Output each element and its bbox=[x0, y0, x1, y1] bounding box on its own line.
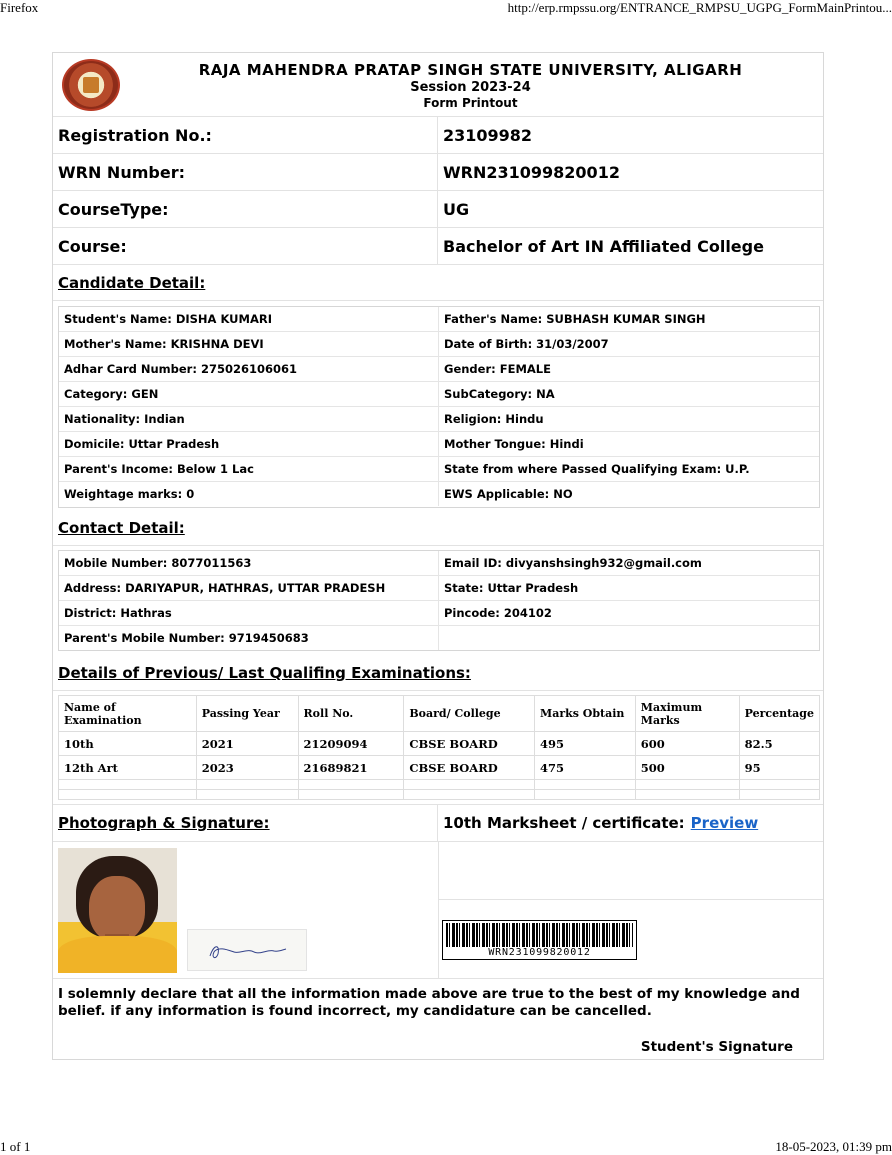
board-college: CBSE BOARD bbox=[404, 732, 535, 756]
qualifying-exam-state: State from where Passed Qualifying Exam: U.P. bbox=[444, 462, 750, 476]
barcode-text: WRN231099820012 bbox=[488, 947, 591, 958]
table-row bbox=[59, 357, 819, 382]
exam-detail-title: Details of Previous/ Last Qualifing Examinations: bbox=[58, 664, 471, 682]
col-name-of-examination: Name of Examination bbox=[59, 696, 197, 732]
roll-no: 21689821 bbox=[298, 756, 404, 780]
religion: Religion: Hindu bbox=[444, 412, 544, 426]
wrn-row bbox=[53, 154, 823, 191]
parent-mobile-number: Parent's Mobile Number: 9719450683 bbox=[59, 626, 439, 650]
marks-obtain: 495 bbox=[535, 732, 636, 756]
exam-name: 12th Art bbox=[59, 756, 197, 780]
print-header-browser: Firefox bbox=[0, 0, 39, 15]
passing-year: 2021 bbox=[196, 732, 298, 756]
col-roll-no: Roll No. bbox=[298, 696, 404, 732]
photo-signature-title: Photograph & Signature: bbox=[53, 805, 438, 841]
table-row bbox=[59, 432, 819, 457]
candidate-photo bbox=[58, 848, 177, 973]
table-header-row bbox=[59, 696, 820, 732]
media-divider bbox=[438, 842, 439, 979]
passing-year: 2023 bbox=[196, 756, 298, 780]
table-row-empty bbox=[59, 780, 820, 790]
media-divider-h bbox=[439, 899, 823, 900]
subcategory: SubCategory: NA bbox=[444, 387, 555, 401]
domicile: Domicile: Uttar Pradesh bbox=[59, 432, 439, 456]
pincode: Pincode: 204102 bbox=[444, 606, 552, 620]
ews-applicable: EWS Applicable: NO bbox=[444, 487, 573, 501]
table-row bbox=[59, 457, 819, 482]
university-name: RAJA MAHENDRA PRATAP SINGH STATE UNIVERSITY, ALIGARH bbox=[198, 61, 743, 79]
table-row bbox=[59, 756, 820, 780]
marks-obtain: 475 bbox=[535, 756, 636, 780]
table-row-empty bbox=[59, 790, 820, 800]
table-row bbox=[59, 382, 819, 407]
district: District: Hathras bbox=[59, 601, 439, 625]
university-header bbox=[53, 53, 823, 117]
marksheet-row bbox=[438, 805, 823, 841]
col-marks-obtain: Marks Obtain bbox=[535, 696, 636, 732]
mother-tongue: Mother Tongue: Hindi bbox=[444, 437, 584, 451]
media-title-row bbox=[53, 804, 823, 842]
address: Address: DARIYAPUR, HATHRAS, UTTAR PRADESH bbox=[59, 576, 439, 600]
declaration-text: I solemnly declare that all the information made above are true to the best of my knowledge and belief. if any information is found incorrect, my candidature can be cancelled. bbox=[58, 986, 800, 1019]
print-footer-page: 1 of 1 bbox=[0, 1139, 31, 1154]
coursetype-label: CourseType: bbox=[53, 191, 438, 227]
percentage: 82.5 bbox=[739, 732, 819, 756]
course-value: Bachelor of Art IN Affiliated College bbox=[443, 236, 764, 256]
course-label: Course: bbox=[53, 228, 438, 264]
marksheet-label: 10th Marksheet / certificate: bbox=[443, 814, 685, 832]
board-college: CBSE BOARD bbox=[404, 756, 535, 780]
col-maximum-marks: Maximum Marks bbox=[635, 696, 739, 732]
mother-name: Mother's Name: KRISHNA DEVI bbox=[59, 332, 439, 356]
table-row bbox=[59, 307, 819, 332]
candidate-detail-table bbox=[58, 306, 820, 508]
table-row bbox=[59, 601, 819, 626]
coursetype-value: UG bbox=[443, 199, 470, 219]
wrn-value: WRN231099820012 bbox=[443, 162, 620, 182]
empty-cell bbox=[439, 626, 819, 650]
registration-label: Registration No.: bbox=[53, 117, 438, 153]
maximum-marks: 600 bbox=[635, 732, 739, 756]
table-row bbox=[59, 332, 819, 357]
table-row bbox=[59, 576, 819, 601]
session-label: Session 2023-24 bbox=[410, 80, 531, 95]
col-board-college: Board/ College bbox=[404, 696, 535, 732]
preview-link[interactable]: Preview bbox=[690, 814, 759, 832]
print-header-url: http://erp.rmpssu.org/ENTRANCE_RMPSU_UGPG_FormMainPrintou... bbox=[507, 0, 892, 15]
table-row bbox=[59, 407, 819, 432]
mobile-number: Mobile Number: 8077011563 bbox=[59, 551, 439, 575]
date-of-birth: Date of Birth: 31/03/2007 bbox=[444, 337, 609, 351]
nationality: Nationality: Indian bbox=[59, 407, 439, 431]
table-row bbox=[59, 626, 819, 651]
wrn-label: WRN Number: bbox=[53, 154, 438, 190]
exam-name: 10th bbox=[59, 732, 197, 756]
email-id: Email ID: divyanshsingh932@gmail.com bbox=[444, 556, 702, 570]
contact-detail-title: Contact Detail: bbox=[58, 519, 185, 537]
roll-no: 21209094 bbox=[298, 732, 404, 756]
col-percentage: Percentage bbox=[739, 696, 819, 732]
exam-table bbox=[58, 695, 820, 800]
weightage-marks: Weightage marks: 0 bbox=[59, 482, 439, 506]
declaration-divider bbox=[53, 978, 823, 979]
student-name: Student's Name: DISHA KUMARI bbox=[59, 307, 439, 331]
coursetype-row bbox=[53, 191, 823, 228]
col-passing-year: Passing Year bbox=[196, 696, 298, 732]
student-signature-label: Student's Signature bbox=[640, 1039, 793, 1055]
contact-detail-table bbox=[58, 550, 820, 651]
state: State: Uttar Pradesh bbox=[444, 581, 579, 595]
registration-row bbox=[53, 117, 823, 154]
adhar-number: Adhar Card Number: 275026106061 bbox=[59, 357, 439, 381]
candidate-title-row bbox=[53, 265, 823, 301]
father-name: Father's Name: SUBHASH KUMAR SINGH bbox=[444, 312, 706, 326]
maximum-marks: 500 bbox=[635, 756, 739, 780]
form-printout bbox=[52, 52, 824, 1060]
barcode-bars bbox=[446, 923, 633, 947]
barcode bbox=[442, 920, 637, 960]
form-printout-label: Form Printout bbox=[423, 96, 518, 110]
table-row bbox=[59, 482, 819, 507]
registration-value: 23109982 bbox=[443, 125, 533, 145]
percentage: 95 bbox=[739, 756, 819, 780]
gender: Gender: FEMALE bbox=[444, 362, 551, 376]
table-row bbox=[59, 732, 820, 756]
table-row bbox=[59, 551, 819, 576]
candidate-detail-title: Candidate Detail: bbox=[58, 274, 206, 292]
category: Category: GEN bbox=[59, 382, 439, 406]
print-footer-datetime: 18-05-2023, 01:39 pm bbox=[775, 1139, 892, 1154]
candidate-signature-image bbox=[187, 929, 307, 971]
parent-income: Parent's Income: Below 1 Lac bbox=[59, 457, 439, 481]
course-row bbox=[53, 228, 823, 265]
